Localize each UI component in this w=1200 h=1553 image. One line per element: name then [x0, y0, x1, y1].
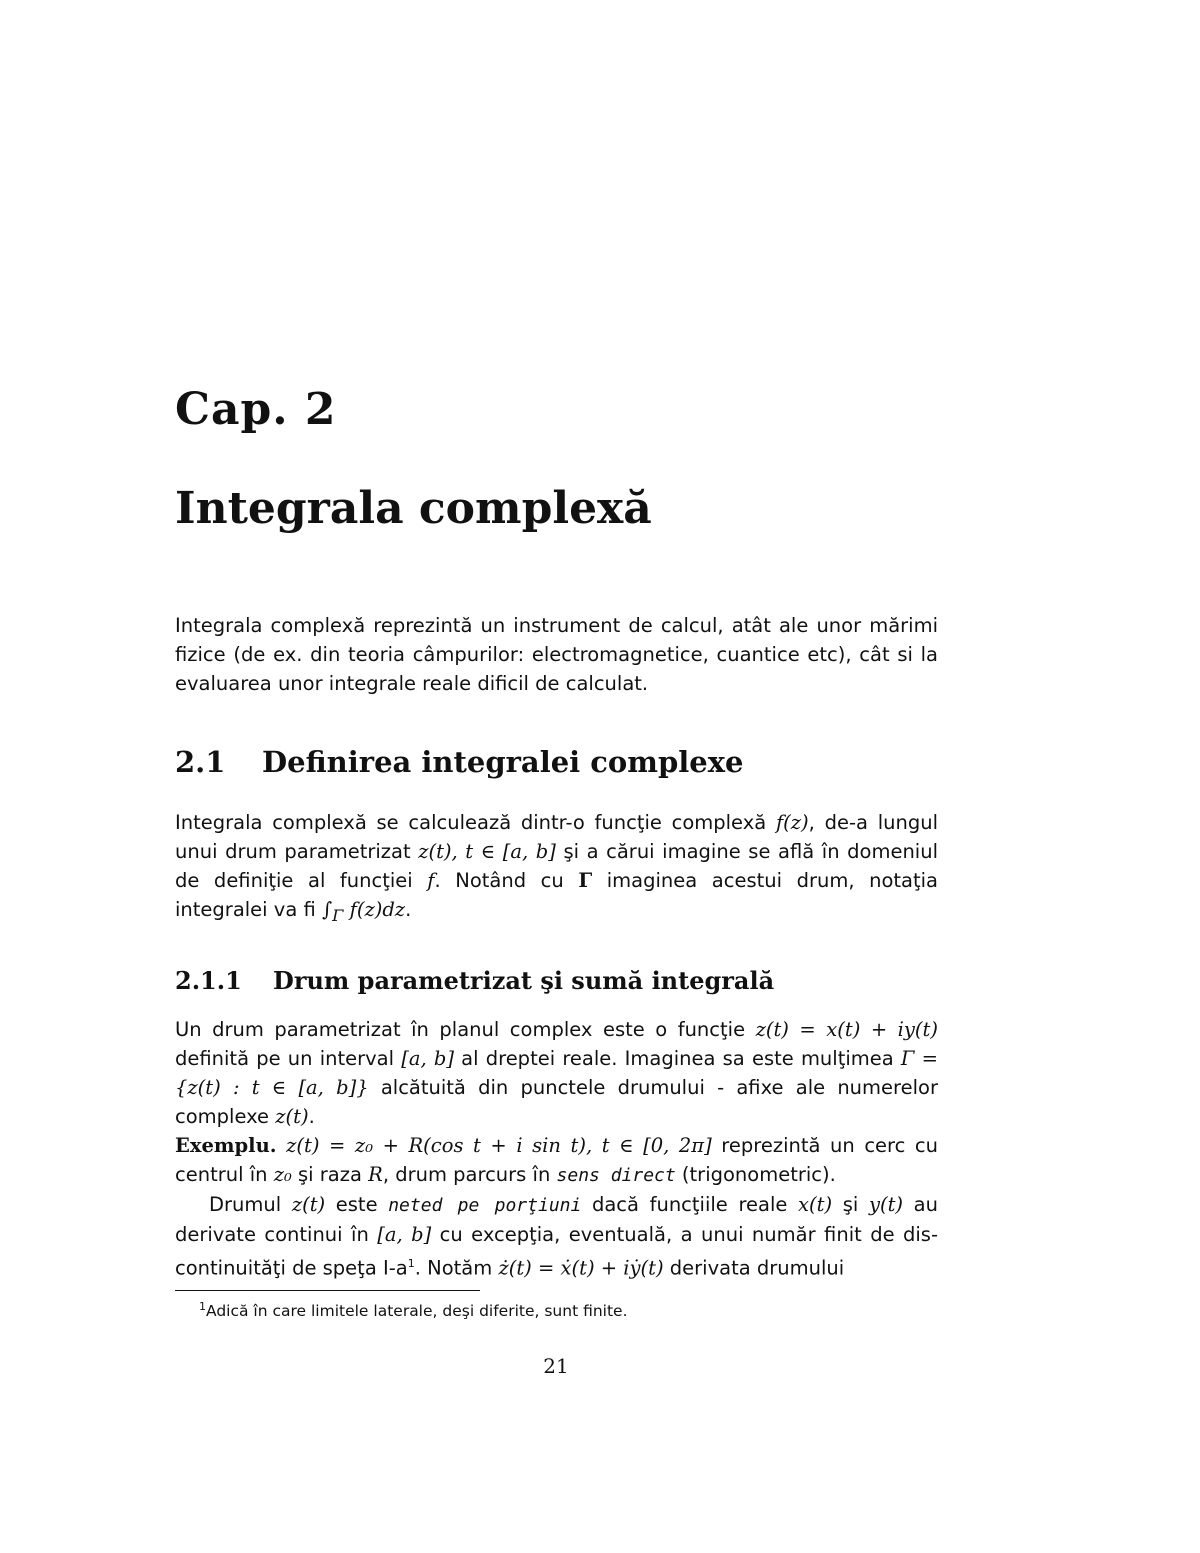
math-set: Γ = {z(t) : t ∈ [a, b]}: [175, 1047, 938, 1099]
math-r: R: [368, 1163, 383, 1186]
text-run: imaginea acestui drum, notaţia integralei va fi: [175, 869, 938, 921]
integral-subscript: Γ: [332, 905, 344, 925]
text-run: reprezintă un cerc cu centrul în: [175, 1134, 938, 1186]
section-heading: [175, 745, 743, 779]
page-number: 21: [543, 1354, 569, 1378]
text-run: definită pe un interval: [175, 1047, 402, 1070]
subsection-body: [175, 1015, 938, 1283]
math-integrand: f(z)dz: [343, 898, 406, 921]
text-run: .: [308, 1105, 315, 1128]
text-run: dacă funcţiile reale: [581, 1193, 799, 1216]
math-z0: z₀: [273, 1163, 292, 1186]
chapter-title: Integrala complexă: [175, 483, 652, 534]
math-yt: y(t): [868, 1193, 904, 1216]
subsection-number: 2.1.1: [175, 966, 242, 995]
text-run: , de-a lungul unui drum parametrizat: [175, 811, 938, 863]
text-run: şi a cărui imagine se află în domeniul de definiţie al funcţiei: [175, 840, 938, 892]
math-example: z(t) = z₀ + R(cos t + i sin t), t ∈ [0, 2π]: [286, 1134, 712, 1157]
math-xt: x(t): [798, 1193, 833, 1216]
math-gamma: Γ: [578, 869, 593, 892]
intro-line: fizice (de ex. din teoria câmpurilor: electromagnetice, cuantice etc), cât si la: [175, 643, 938, 666]
emphasis-text: neted pe porţiuni: [388, 1195, 582, 1216]
math-interval: [a, b]: [401, 1047, 454, 1070]
section-number: 2.1: [175, 745, 226, 779]
text-run: , drum parcurs în: [382, 1163, 557, 1186]
text-run: au derivate continui în: [175, 1193, 938, 1246]
text-run: al dreptei reale. Imaginea sa este mulţimea: [453, 1047, 901, 1070]
text-run: şi: [832, 1193, 869, 1216]
integral-sign: ∫: [321, 898, 333, 921]
text-run: . Notând cu: [434, 869, 579, 892]
text-run: este: [325, 1193, 389, 1216]
math-zt: z(t): [275, 1105, 309, 1128]
text-run: Un drum parametrizat în planul complex este o funcţie: [175, 1018, 756, 1041]
math-f: f: [427, 869, 435, 892]
math-equation: z(t) = x(t) + iy(t): [755, 1018, 938, 1041]
text-run: .: [405, 898, 412, 921]
text-run: alcătuită din punctele drumului - afixe ale numerelor complexe: [175, 1076, 938, 1128]
text-run: (trigonometric).: [675, 1163, 836, 1186]
text-run: Drumul: [209, 1193, 292, 1216]
footnote: [199, 1297, 628, 1321]
subsection-paragraph: [175, 1015, 938, 1190]
footnote-mark: 1: [199, 1300, 206, 1313]
footnote-reference[interactable]: 1: [407, 1257, 415, 1270]
emphasis-text: sens direct: [556, 1165, 676, 1186]
subsection-heading: [175, 966, 774, 995]
subsection-paragraph: [175, 1190, 938, 1283]
footnote-divider: [175, 1290, 480, 1291]
text-run: Integrala complexă se calculează dintr-o funcţie complexă: [175, 811, 776, 834]
math-zt: z(t), t ∈ [a, b]: [418, 840, 556, 863]
footnote-text: Adică în care limitele laterale, deşi diferite, sunt finite.: [206, 1302, 628, 1321]
intro-paragraph: [175, 611, 938, 698]
text-run: derivata drumului: [663, 1256, 845, 1280]
math-zt: z(t): [291, 1193, 326, 1216]
math-derivative: ż(t) = ẋ(t) + iẏ(t): [498, 1256, 664, 1280]
text-run: . Notăm: [414, 1256, 499, 1280]
subsection-title: Drum parametrizat şi sumă integrală: [273, 966, 775, 995]
intro-line: Integrala complexă reprezintă un instrument de calcul, atât ale unor mărimi: [175, 614, 938, 637]
math-interval: [a, b]: [377, 1223, 432, 1246]
section-title: Definirea integralei complexe: [262, 745, 744, 779]
chapter-label: Cap. 2: [175, 384, 337, 435]
math-fz: f(z): [775, 811, 809, 834]
text-run: şi raza: [291, 1163, 369, 1186]
example-label: Exemplu.: [175, 1134, 277, 1157]
section-paragraph: [175, 808, 938, 930]
text-run: cu excepţia, eventuală, a unui număr finit de dis-continuităţi de speţa I-a: [175, 1223, 938, 1280]
intro-line: evaluarea unor integrale reale dificil de calculat.: [175, 672, 649, 695]
